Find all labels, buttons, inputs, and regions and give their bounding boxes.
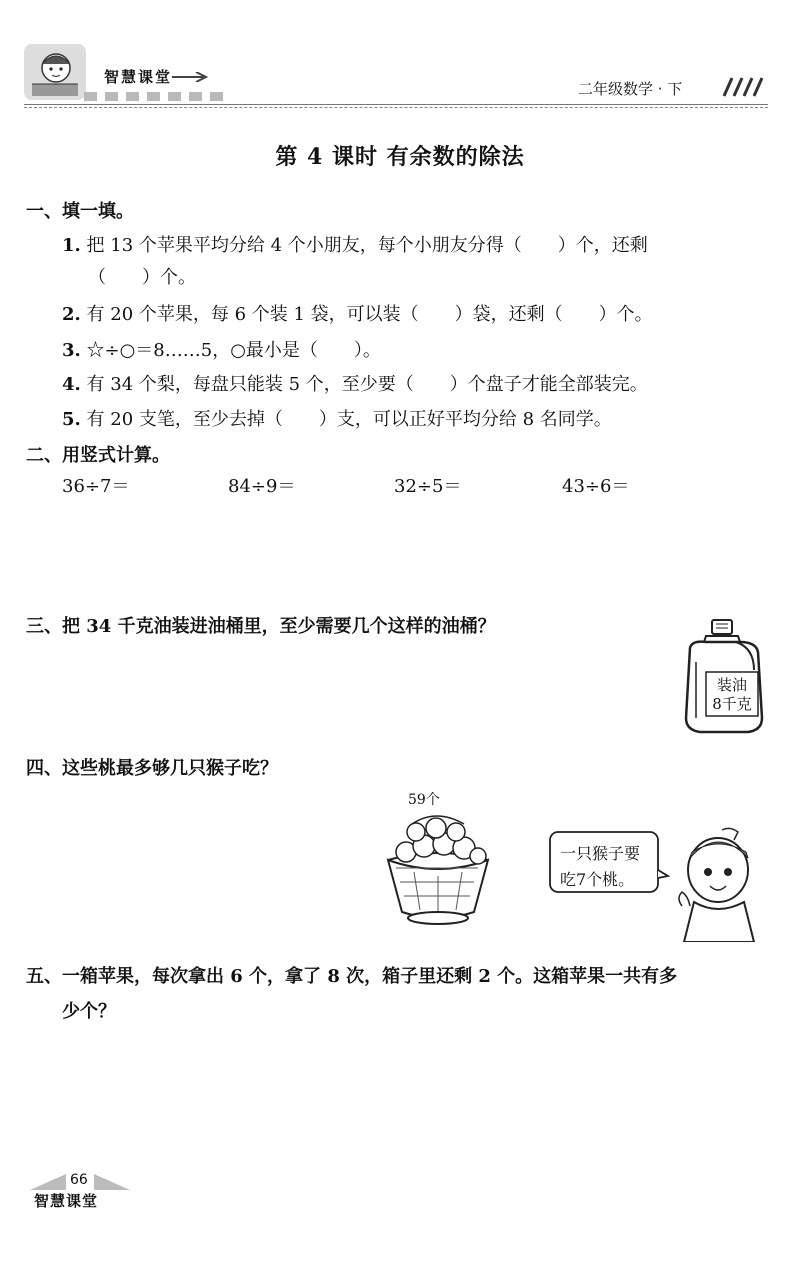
peach-basket-image xyxy=(384,812,492,928)
question-1 xyxy=(62,231,648,257)
question-text: 把 13 个苹果平均分给 4 个小朋友，每个小朋友分得（ ）个，还剩 xyxy=(80,235,648,256)
bottle-label xyxy=(707,676,757,714)
question-text: 有 20 个苹果，每 6 个装 1 袋，可以装（ ）袋，还剩（ ）个。 xyxy=(80,304,653,325)
question-text: 有 34 个梨，每盘只能装 5 个，至少要（ ）个盘子才能全部装完。 xyxy=(80,374,648,395)
calc-problem: 36÷7＝ xyxy=(62,476,130,497)
arrow-icon xyxy=(172,72,212,82)
question-number: 5. xyxy=(62,409,81,430)
speech-bubble-text xyxy=(560,841,664,893)
page-number: 66 xyxy=(70,1172,88,1188)
bubble-line1: 一只猴子要 xyxy=(560,844,641,863)
question-3 xyxy=(62,336,381,362)
calc-problem: 43÷6＝ xyxy=(562,476,630,497)
section2-heading: 二、用竖式计算。 xyxy=(26,445,170,466)
header-rule xyxy=(24,104,768,105)
question-text: 有 20 支笔，至少去掉（ ）支，可以正好平均分给 8 名同学。 xyxy=(80,409,612,430)
footer-brand: 智慧课堂 xyxy=(34,1192,99,1210)
cartoon-girl-logo xyxy=(24,44,86,100)
question-2 xyxy=(62,300,653,326)
section1-heading: 一、填一填。 xyxy=(26,201,134,222)
bottle-label-line1: 装油 xyxy=(716,676,747,694)
calc-problem: 84÷9＝ xyxy=(228,476,296,497)
section5-line2: 少个？ xyxy=(62,1001,116,1022)
slash-decoration xyxy=(716,76,766,98)
question-1-cont: （ ）个。 xyxy=(88,267,196,288)
bubble-line2: 吃7个桃。 xyxy=(560,870,635,889)
cartoon-girl-image xyxy=(668,826,768,942)
section3-heading: 三、把 34 千克油装进油桶里，至少需要几个这样的油桶？ xyxy=(26,616,496,637)
basket-count-label: 59个 xyxy=(408,792,440,808)
question-4 xyxy=(62,370,648,396)
page-title: 第 4 课时 有余数的除法 xyxy=(275,144,525,170)
question-number: 3. xyxy=(62,340,81,361)
question-5 xyxy=(62,405,612,431)
section5-line1: 五、一箱苹果，每次拿出 6 个，拿了 8 次，箱子里还剩 2 个。这箱苹果一共有多 xyxy=(26,966,678,987)
question-text: ☆÷○＝8……5，○最小是（ ）。 xyxy=(80,340,381,361)
calc-problem: 32÷5＝ xyxy=(394,476,462,497)
header-brand: 智慧课堂 xyxy=(104,68,173,86)
question-number: 1. xyxy=(62,235,81,256)
bottle-label-line2: 8千克 xyxy=(712,695,752,713)
header-decoration xyxy=(84,92,223,101)
question-number: 2. xyxy=(62,304,81,325)
header-rule-dashed xyxy=(24,107,768,108)
question-number: 4. xyxy=(62,374,81,395)
header-subject: 二年级数学 · 下 xyxy=(578,80,683,98)
section4-heading: 四、这些桃最多够几只猴子吃？ xyxy=(26,758,278,779)
